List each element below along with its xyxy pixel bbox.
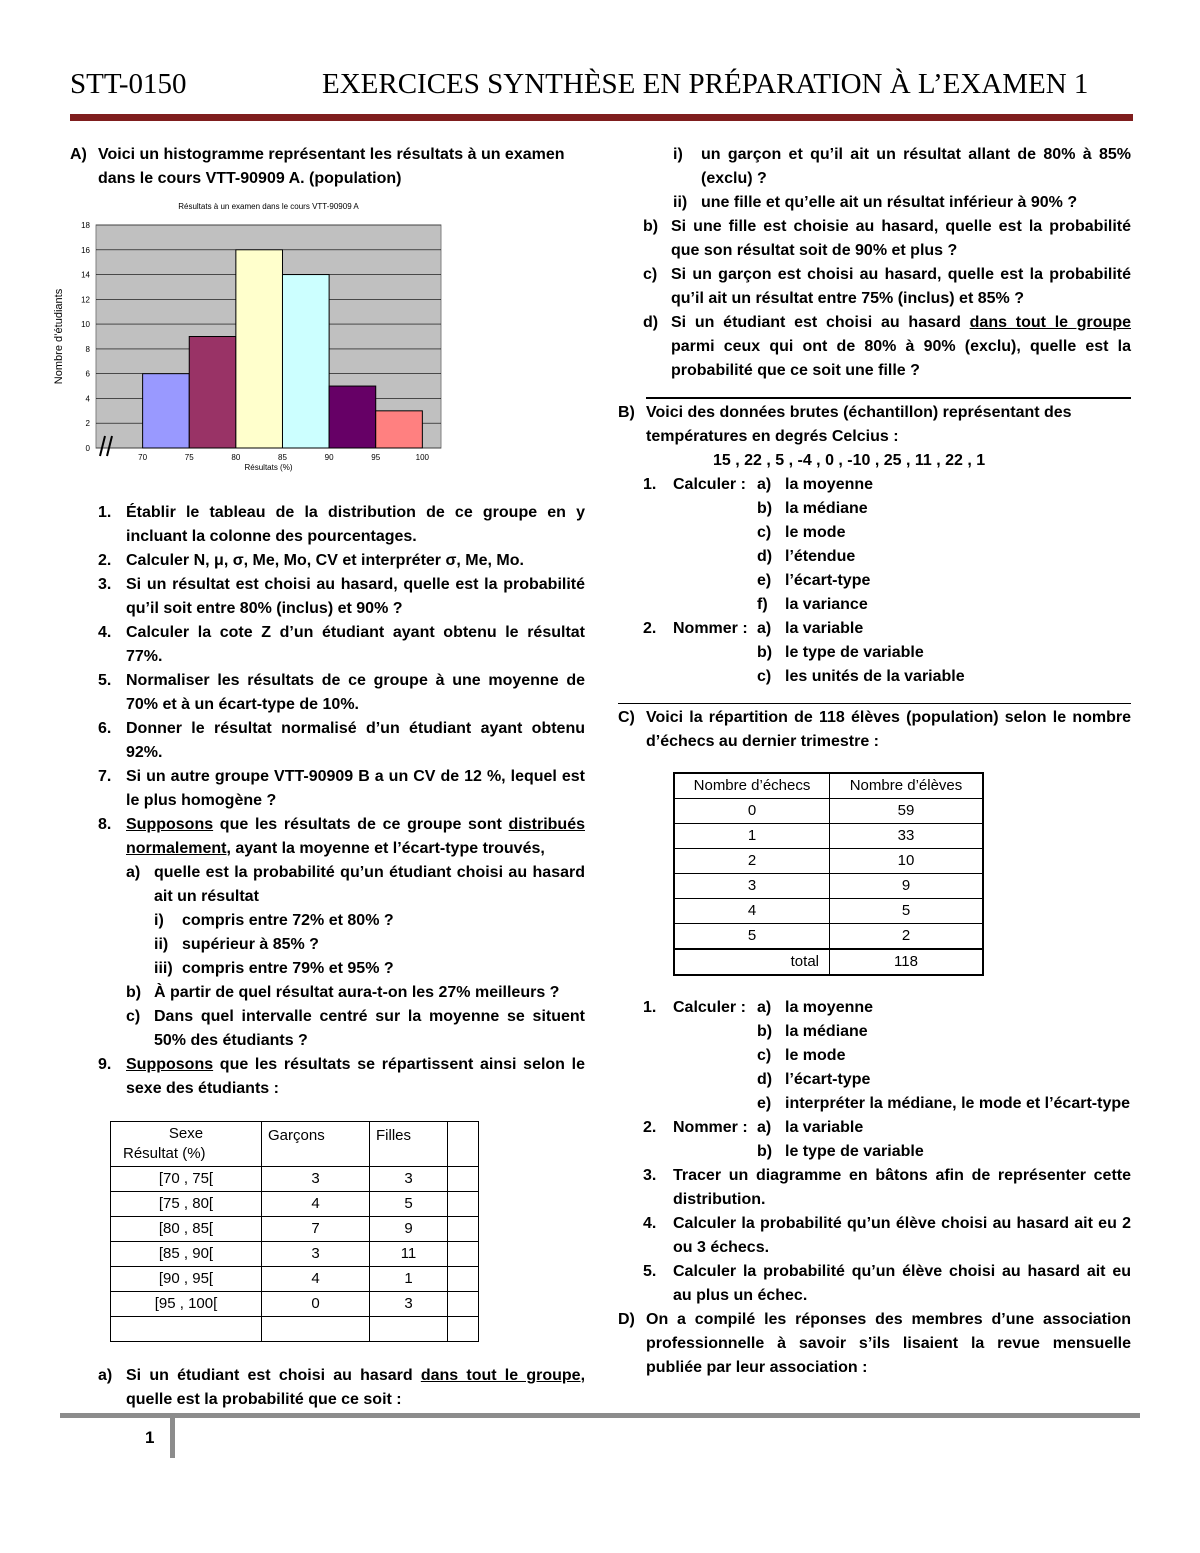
- left-column: [53, 143, 586, 1412]
- b-name-item-text: la variable: [785, 620, 864, 637]
- y-axis-label: Nombre d’étudiants: [53, 288, 65, 385]
- b-calc-item: [757, 521, 873, 545]
- question-1-text: Établir le tableau de la distribution de ce groupe en y incluant la colonne des pourcentages.: [126, 504, 585, 545]
- q8-a: a) quelle est la probabilité qu’un étudiant choisi au hasard ait un résultat: [126, 864, 585, 905]
- b-calc-item-number: a): [757, 476, 772, 493]
- question-7-text: Si un autre groupe VTT-90909 B a un CV de 12 %, lequel est le plus homogène ?: [126, 768, 585, 809]
- histogram-bar: [376, 411, 423, 448]
- c-calc-item: [757, 1020, 1131, 1044]
- c-question-number: 5.: [643, 1263, 657, 1280]
- b-calc-item-text: l’étendue: [785, 548, 856, 565]
- b-name: 2. Nommer : a) la variable b) le type de variable c) les unités de la variable: [618, 617, 1131, 689]
- section-a-intro: Voici un histogramme représentant les résultats à un examen dans le cours VTT-90909 A. (population): [98, 146, 565, 187]
- question-5-number: 5.: [98, 672, 112, 689]
- q9-a-sub-text: une fille et qu’elle ait un résultat inférieur à 90% ?: [701, 194, 1078, 211]
- q8-a-sub: [154, 933, 585, 957]
- q8-b: b) À partir de quel résultat aura-t-on les 27% meilleurs ?: [126, 984, 560, 1001]
- c-calc-item-number: d): [757, 1071, 773, 1088]
- q8-a-sub-text: compris entre 79% et 95% ?: [182, 960, 394, 977]
- b-calc-item: [757, 545, 873, 569]
- histogram-bar: [282, 275, 329, 448]
- question-6-number: 6.: [98, 720, 112, 737]
- page-title: EXERCICES SYNTHÈSE EN PRÉPARATION À L’EXAMEN 1: [322, 68, 1089, 100]
- y-tick-label: 18: [81, 221, 90, 230]
- table-row: 1 33: [674, 824, 983, 849]
- c-calc-item: [757, 1068, 1131, 1092]
- page-header: [70, 68, 1132, 108]
- q8-a-sub-number: iii): [154, 960, 173, 977]
- x-tick-label: 70: [138, 453, 148, 462]
- y-tick-label: 12: [81, 295, 90, 305]
- q8-a-sub: [154, 909, 585, 933]
- section-a: [70, 143, 585, 191]
- histogram-svg: [48, 197, 468, 479]
- table-row: 5 2: [674, 924, 983, 950]
- b-calc-item-number: d): [757, 548, 773, 565]
- b-calc-item: [757, 497, 873, 521]
- histogram-bar: [189, 337, 236, 449]
- q8-underline-2: distribués normalement: [126, 816, 585, 857]
- b-name-item-text: les unités de la variable: [785, 668, 965, 685]
- question-6-text: Donner le résultat normalisé d’un étudiant ayant obtenu 92%.: [126, 720, 585, 761]
- table-row: [95 , 100[ 0 3: [111, 1292, 479, 1317]
- b-calc-item-text: l’écart-type: [785, 572, 871, 589]
- histogram-bar: [143, 374, 190, 448]
- footer-bar: [60, 1413, 1140, 1418]
- b-calc-item-number: c): [757, 524, 772, 541]
- c-question-text: Calculer la probabilité qu’un élève choisi au hasard ait eu 2 ou 3 échecs.: [673, 1215, 1131, 1256]
- q9-c: c) Si un garçon est choisi au hasard, quelle est la probabilité qu’il ait un résultat entre 75% (inclus) et 85% ?: [643, 266, 1131, 307]
- c-name-item: [757, 1116, 924, 1140]
- table-row: [75 , 80[ 4 5: [111, 1192, 479, 1217]
- c-question-number: 4.: [643, 1215, 657, 1232]
- histogram-bar: [329, 386, 376, 448]
- table-row: 0 59: [674, 799, 983, 824]
- b-calc-item-text: la variance: [785, 596, 868, 613]
- c-calc-item-number: c): [757, 1047, 772, 1064]
- q9-d: d) Si un étudiant est choisi au hasard dans tout le groupe parmi ceux qui ont de 80% à 90% (exclu), quelle est la probabilité que ce soit une fille ?: [643, 314, 1131, 379]
- q9-a-sub-number: i): [673, 146, 683, 163]
- histogram-chart: [48, 197, 585, 479]
- x-tick-label: 90: [324, 453, 334, 462]
- c-question-text: Tracer un diagramme en bâtons afin de représenter cette distribution.: [673, 1167, 1131, 1208]
- chart-title: Résultats à un examen dans le cours VTT-90909 A: [178, 202, 359, 211]
- c-question: [643, 1260, 1131, 1308]
- b-name-item: [757, 665, 965, 689]
- histogram-bar: [236, 250, 283, 448]
- c-calc-item-text: la médiane: [785, 1023, 868, 1040]
- section-a-questions: [70, 501, 585, 1412]
- question-7-number: 7.: [98, 768, 112, 785]
- c-calc-item-text: interpréter la médiane, le mode et l’écart-type: [785, 1095, 1131, 1112]
- q9-a-sub: [673, 143, 1131, 191]
- q8-a-sub: [154, 957, 585, 981]
- b-calc-item: [757, 593, 873, 617]
- b-calc-item-number: f): [757, 596, 768, 613]
- c-name: 2. Nommer : a) la variable b) le type de variable: [618, 1116, 1131, 1164]
- question-4: [98, 621, 585, 669]
- c-calc-item-text: la moyenne: [785, 999, 874, 1016]
- question-8: 8. Supposons que les résultats de ce groupe sont distribués normalement, ayant la moyenne et l’écart-type trouvés,: [98, 816, 585, 857]
- x-tick-label: 95: [371, 453, 381, 462]
- question-4-number: 4.: [98, 624, 112, 641]
- y-tick-label: 4: [85, 394, 90, 404]
- c-calc: 1. Calculer : a) la moyenne b) la médiane c) le mode d) l’écart-type e) interpréter la médiane, le mode et l’écart-type: [618, 996, 1131, 1116]
- c-calc-item-text: l’écart-type: [785, 1071, 871, 1088]
- q8-c: c) Dans quel intervalle centré sur la moyenne se situent 50% des étudiants ?: [126, 1008, 585, 1049]
- table-row: [90 , 95[ 4 1: [111, 1267, 479, 1292]
- b-calc-item-number: b): [757, 500, 773, 517]
- b-calc-item-text: le mode: [785, 524, 846, 541]
- b-calc-item: [757, 473, 873, 497]
- c-question: [643, 1212, 1131, 1260]
- footer-tick: [170, 1418, 175, 1458]
- temperature-data: 15 , 22 , 5 , -4 , 0 , -10 , 25 , 11 , 22 , 1: [713, 452, 986, 469]
- x-axis-label: Résultats (%): [244, 463, 293, 472]
- echecs-table: Nombre d’échecs Nombre d’élèves 0 59 1 33 2 10 3 9 4 5 5 2 total 118: [673, 772, 984, 976]
- course-code: STT-0150: [70, 68, 187, 100]
- c-name-item-number: b): [757, 1143, 773, 1160]
- c-calc-item-number: b): [757, 1023, 773, 1040]
- question-5: [98, 669, 585, 717]
- c-name-item-text: le type de variable: [785, 1143, 924, 1160]
- question-3-number: 3.: [98, 576, 112, 593]
- c-name-item-text: la variable: [785, 1119, 864, 1136]
- y-tick-label: 10: [81, 320, 90, 330]
- section-a-label: A): [70, 146, 87, 163]
- c-name-item-number: a): [757, 1119, 772, 1136]
- q9-a: a) Si un étudiant est choisi au hasard dans tout le groupe, quelle est la probabilité que ce soit :: [98, 1367, 586, 1408]
- question-1: [98, 501, 585, 549]
- q9-a-sub-text: un garçon et qu’il ait un résultat allant de 80% à 85% (exclu) ?: [701, 146, 1131, 187]
- b-calc-item-number: e): [757, 572, 772, 589]
- y-tick-label: 2: [85, 419, 90, 429]
- c-calc-item: [757, 1092, 1131, 1116]
- question-1-number: 1.: [98, 504, 112, 521]
- question-3-text: Si un résultat est choisi au hasard, quelle est la probabilité qu’il soit entre 80% (inclus) et 90% ?: [126, 576, 585, 617]
- table-row: 2 10: [674, 849, 983, 874]
- q9-a-sub-number: ii): [673, 194, 688, 211]
- q8-underline-1: Supposons: [126, 816, 214, 833]
- b-calc-item-text: la moyenne: [785, 476, 874, 493]
- b-name-item-text: le type de variable: [785, 644, 924, 661]
- question-4-text: Calculer la cote Z d’un étudiant ayant obtenu le résultat 77%.: [126, 624, 585, 665]
- question-6: [98, 717, 585, 765]
- b-calc-item-text: la médiane: [785, 500, 868, 517]
- b-calc: 1. Calculer : a) la moyenne b) la médiane c) le mode d) l’étendue e) l’écart-type f) la variance: [618, 473, 1131, 617]
- c-question-text: Calculer la probabilité qu’un élève choisi au hasard ait eu au plus un échec.: [673, 1263, 1131, 1304]
- c-calc-item-text: le mode: [785, 1047, 846, 1064]
- x-tick-label: 100: [415, 453, 430, 462]
- table-row: [85 , 90[ 3 11: [111, 1242, 479, 1267]
- section-d: D) On a compilé les réponses des membres d’une association professionnelle à savoir s’ils lisaient la revue mensuelle publiée par leur association :: [618, 1311, 1131, 1376]
- c-question: [643, 1164, 1131, 1212]
- table-row: 3 9: [674, 874, 983, 899]
- q8-a-sub-text: supérieur à 85% ?: [182, 936, 319, 953]
- q8-a-sub-number: i): [154, 912, 164, 929]
- x-tick-label: 85: [278, 453, 287, 462]
- table-row: 4 5: [674, 899, 983, 924]
- q8-a-sub-number: ii): [154, 936, 169, 953]
- b-calc-item: [757, 569, 873, 593]
- b-name-item: [757, 617, 965, 641]
- section-b: B) Voici des données brutes (échantillon) représentant des températures en degrés Celcius :: [618, 404, 1072, 445]
- sex-results-table: Sexe Résultat (%) Garçons Filles [70 , 75[ 3 3 [75 , 80[ 4 5 [80 , 85[ 7 9 [85 , 90[ 3 11 [90 , 95[ 4 1 [95 , 100[ 0 3: [110, 1121, 479, 1342]
- c-question-number: 3.: [643, 1167, 657, 1184]
- y-tick-label: 6: [85, 369, 90, 379]
- b-name-item: [757, 641, 965, 665]
- y-tick-label: 8: [85, 344, 90, 354]
- y-tick-label: 14: [81, 270, 90, 280]
- question-5-text: Normaliser les résultats de ce groupe à une moyenne de 70% et à un écart-type de 10%.: [126, 672, 585, 713]
- question-2-number: 2.: [98, 552, 112, 569]
- question-7: [98, 765, 585, 813]
- table-row: [70 , 75[ 3 3: [111, 1167, 479, 1192]
- b-name-item-number: c): [757, 668, 772, 685]
- q9-a-sub: [673, 191, 1131, 215]
- header-bar: [70, 114, 1133, 121]
- x-tick-label: 75: [184, 453, 194, 462]
- c-calc-item: [757, 1044, 1131, 1068]
- c-name-item: [757, 1140, 924, 1164]
- x-tick-label: 80: [231, 453, 241, 462]
- question-9: 9. Supposons que les résultats se répartissent ainsi selon le sexe des étudiants :: [98, 1056, 585, 1097]
- q8-a-sub-text: compris entre 72% et 80% ?: [182, 912, 394, 929]
- c-calc-item: [757, 996, 1131, 1020]
- c-calc-item-number: a): [757, 999, 772, 1016]
- table-row: [80 , 85[ 7 9: [111, 1217, 479, 1242]
- y-tick-label: 0: [85, 444, 90, 453]
- c-calc-item-number: e): [757, 1095, 772, 1112]
- divider-b: [646, 397, 1131, 399]
- question-2: [98, 549, 585, 573]
- page-number: 1: [145, 1428, 155, 1447]
- divider-c: [618, 703, 1131, 704]
- right-column: [618, 143, 1131, 1380]
- question-2-text: Calculer N, μ, σ, Me, Mo, CV et interpréter σ, Me, Mo.: [126, 552, 524, 569]
- y-tick-label: 16: [81, 245, 90, 255]
- b-name-item-number: a): [757, 620, 772, 637]
- section-c: C) Voici la répartition de 118 élèves (population) selon le nombre d’échecs au dernier trimestre :: [618, 709, 1131, 750]
- b-name-item-number: b): [757, 644, 773, 661]
- question-3: [98, 573, 585, 621]
- q9-b: b) Si une fille est choisie au hasard, quelle est la probabilité que son résultat soit de 90% et plus ?: [643, 218, 1131, 259]
